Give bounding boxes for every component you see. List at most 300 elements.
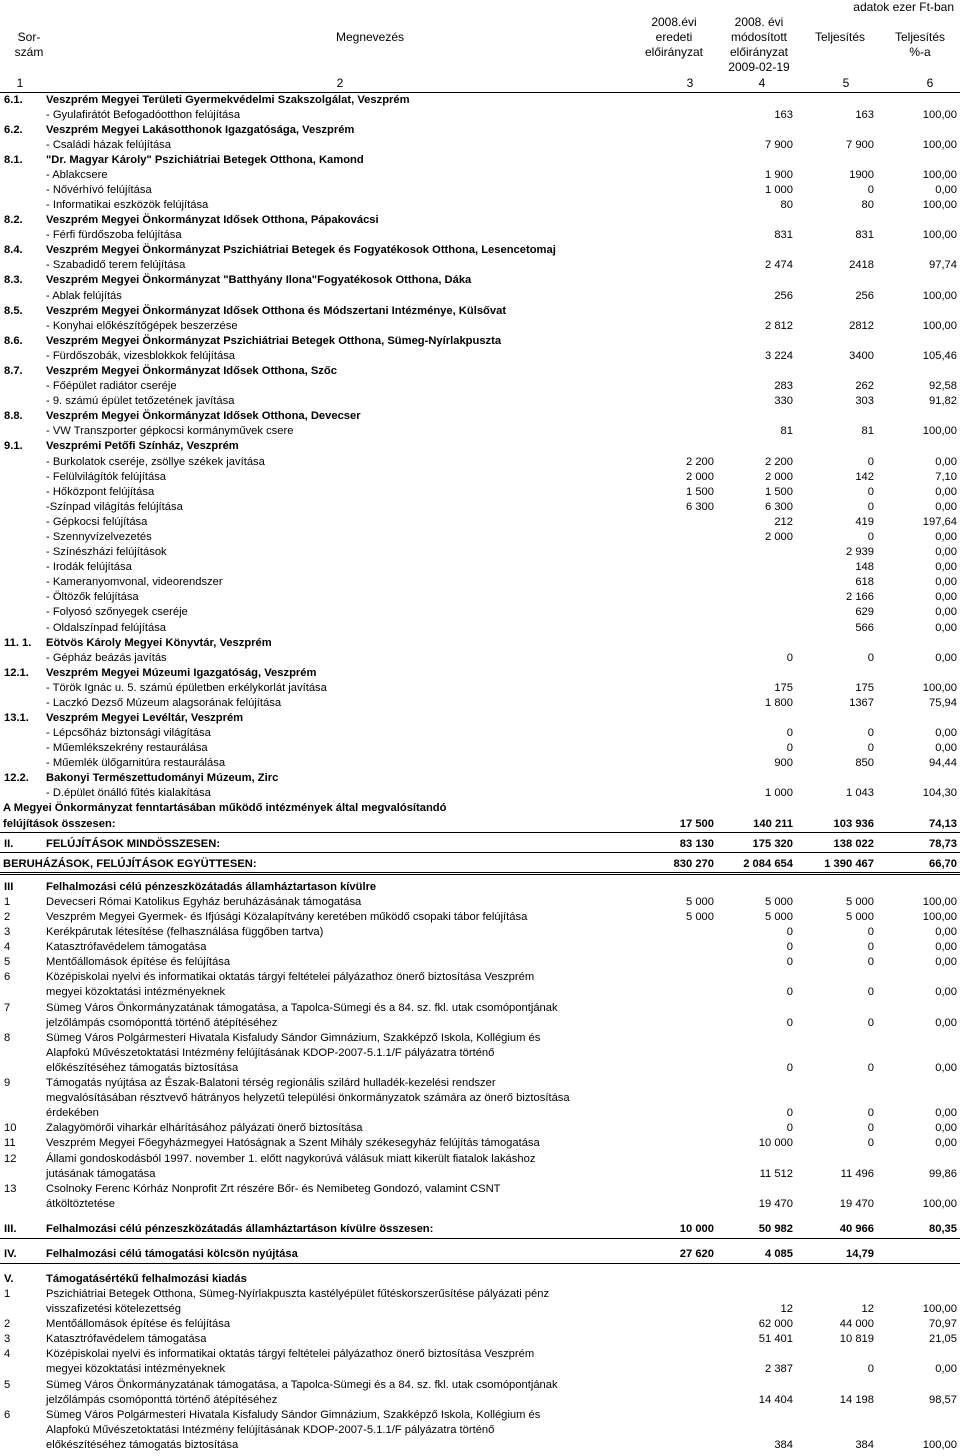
row-name: - Török Ignác u. 5. számú épületben erkélykorlát javítása (46, 682, 327, 694)
header-name-line: Megnevezés (335, 30, 405, 44)
row-code: IV. (4, 1248, 17, 1260)
column-number: 1 (16, 76, 24, 90)
row-name: jutásának támogatása (46, 1168, 156, 1180)
performance-pct-cell: 197,64 (922, 516, 957, 528)
performance-cell: 0 (867, 652, 874, 664)
table-row (0, 304, 960, 319)
column-number: 5 (842, 76, 850, 90)
row-code: 8.7. (4, 365, 23, 377)
modified-budget-cell: 1 000 (765, 184, 793, 196)
performance-cell: 0 (867, 941, 874, 953)
table-row (0, 1197, 960, 1212)
table-row (0, 153, 960, 168)
modified-budget-cell: 62 000 (758, 1318, 793, 1330)
performance-pct-cell: 104,30 (922, 787, 957, 799)
modified-budget-cell: 12 (780, 1303, 793, 1315)
row-name: Veszprém Megyei Önkormányzat Idősek Otthona, Szőc (46, 365, 337, 377)
performance-pct-cell: 100,00 (922, 139, 957, 151)
original-budget-cell: 2 000 (686, 471, 714, 483)
table-row (0, 394, 960, 409)
row-code: 5 (4, 1379, 11, 1391)
row-code: 9.1. (4, 440, 23, 452)
performance-cell: 11 496 (840, 1168, 874, 1180)
modified-budget-cell: 1 900 (765, 169, 793, 181)
modified-budget-cell: 2 387 (765, 1363, 793, 1375)
row-name: érdekében (46, 1107, 99, 1119)
performance-cell: 0 (867, 926, 874, 938)
row-name: Pszichiátriai Betegek Otthona, Sümeg-Nyírlakpuszta kastélyépület fűtéskorszerűsítése pályázati pénz (46, 1288, 550, 1300)
performance-pct-cell: 100,00 (922, 1303, 957, 1315)
performance-cell: 14 198 (839, 1394, 874, 1406)
performance-pct-cell: 100,00 (922, 911, 957, 923)
row-name: Katasztrófavédelem támogatása (46, 1333, 207, 1345)
table-row (0, 1347, 960, 1362)
row-code: 10 (4, 1122, 17, 1134)
row-name: Felhalmozási célú támogatási kölcsön nyújtása (46, 1248, 298, 1260)
performance-cell: 1367 (849, 697, 874, 709)
performance-pct-cell: 100,00 (922, 109, 957, 121)
performance-cell: 5 000 (846, 911, 874, 923)
performance-pct-cell: 21,05 (929, 1333, 957, 1345)
table-row (0, 1001, 960, 1016)
row-name: - Nővérhívó felújítása (46, 184, 152, 196)
table-row (0, 349, 960, 364)
modified-budget-cell: 900 (774, 757, 793, 769)
row-name: - Konyhai előkészítőgépek beszerzése (46, 320, 238, 332)
divider-line (0, 852, 960, 853)
modified-budget-cell: 1 500 (765, 486, 793, 498)
performance-pct-cell: 0,00 (935, 456, 957, 468)
row-code: 11 (4, 1137, 16, 1149)
table-row (0, 485, 960, 500)
table-row (0, 334, 960, 349)
performance-pct-cell: 0,00 (935, 742, 957, 754)
row-code: V. (4, 1273, 14, 1285)
row-name: megyei közoktatási intézményeknek (46, 986, 226, 998)
table-row (0, 1167, 960, 1182)
table-row (0, 1378, 960, 1393)
table-row (0, 123, 960, 138)
row-name: - Irodák felújítása (46, 561, 132, 573)
performance-cell: 0 (867, 184, 874, 196)
performance-cell: 850 (855, 757, 874, 769)
row-name: - D.épület önálló fűtés kialakítása (46, 787, 211, 799)
table-row (0, 1106, 960, 1121)
modified-budget-cell: 5 000 (765, 896, 793, 908)
header-orig-line: 2008.évi (651, 15, 697, 29)
modified-budget-cell: 283 (774, 380, 793, 392)
performance-cell: 40 966 (839, 1223, 874, 1235)
table-row (0, 1393, 960, 1408)
performance-cell: 163 (855, 109, 874, 121)
table-row (0, 726, 960, 741)
table-row (0, 243, 960, 258)
table-row (0, 1136, 960, 1151)
performance-pct-cell: 0,00 (935, 591, 957, 603)
row-code: 6.2. (4, 124, 23, 136)
performance-pct-cell: 70,97 (929, 1318, 957, 1330)
row-name: Veszprém Megyei Gyermek- és Ifjúsági Közalapítvány keretében működő csopaki tábor felújítása (46, 911, 528, 923)
row-name: - Családi házak felújítása (46, 139, 171, 151)
table-row (0, 741, 960, 756)
row-name: Felhalmozási célú pénzeszközátadás államháztartason kívülre (46, 881, 377, 893)
row-name: - Műemlék ülőgarnitúra restaurálása (46, 757, 226, 769)
performance-cell: 5 000 (846, 896, 874, 908)
performance-pct-cell: 100,00 (922, 199, 957, 211)
performance-pct-cell: 100,00 (922, 290, 957, 302)
row-code: III. (4, 1223, 17, 1235)
row-name: Sümeg Város Polgármesteri Hivatala Kisfaludy Sándor Gimnázium, Szakképző Iskola, Kollégium és (46, 1032, 541, 1044)
row-name: Sümeg Város Önkormányzatának támogatása, a Tapolca-Sümegi és a 84. sz. fkl. utak csomópontjának (46, 1002, 558, 1014)
performance-pct-cell: 80,35 (929, 1223, 957, 1235)
performance-cell: 618 (855, 576, 874, 588)
row-code: 6 (4, 971, 11, 983)
original-budget-cell: 2 200 (686, 456, 714, 468)
table-row (0, 955, 960, 970)
row-code: II. (4, 838, 14, 850)
divider-line (0, 832, 960, 833)
row-name: Alapfokú Művészetoktatási Intézmény felújításának KDOP-2007-5.1.1/F pályázatra történő (46, 1047, 495, 1059)
performance-cell: 0 (867, 1363, 874, 1375)
table-row (0, 1423, 960, 1438)
table-row (0, 666, 960, 681)
table-row (0, 786, 960, 801)
modified-budget-cell: 0 (786, 742, 793, 754)
performance-pct-cell: 92,58 (929, 380, 957, 392)
performance-pct-cell: 0,00 (935, 926, 957, 938)
performance-cell: 0 (867, 1107, 874, 1119)
table-row (0, 711, 960, 726)
header-mod-line: módosított (730, 30, 788, 44)
modified-budget-cell: 4 085 (765, 1248, 793, 1260)
table-row (0, 605, 960, 620)
table-row (0, 424, 960, 439)
unit-note: adatok ezer Ft-ban (853, 0, 954, 14)
performance-pct-cell: 100,00 (922, 320, 957, 332)
modified-budget-cell: 212 (774, 516, 793, 528)
table-row (0, 560, 960, 575)
performance-cell: 303 (855, 395, 874, 407)
table-row (0, 1046, 960, 1061)
modified-budget-cell: 2 084 654 (743, 858, 793, 870)
performance-cell: 0 (867, 727, 874, 739)
performance-cell: 0 (867, 531, 874, 543)
row-name: előkészítéséhez támogatás biztosítása (46, 1062, 239, 1074)
table-row (0, 515, 960, 530)
row-name: Veszprém Megyei Önkormányzat Idősek Otthona és Módszertani Intézménye, Külsővat (46, 305, 507, 317)
row-name: A Megyei Önkormányzat fenntartásában működő intézmények által megvalósítandó (3, 802, 447, 814)
table-row (0, 183, 960, 198)
table-row (0, 756, 960, 771)
row-name: - Hőközpont felújítása (46, 486, 155, 498)
table-row (0, 409, 960, 424)
row-name: - Laczkó Dezső Múzeum alagsorának felújítása (46, 697, 282, 709)
header-code-line: szám (14, 45, 44, 59)
row-name: FELÚJÍTÁSOK MINDÖSSZESEN: (46, 838, 221, 850)
modified-budget-cell: 10 000 (758, 1137, 793, 1149)
row-name: átköltöztetése (46, 1198, 116, 1210)
table-row (0, 590, 960, 605)
modified-budget-cell: 11 512 (759, 1168, 793, 1180)
performance-cell: 256 (855, 290, 874, 302)
performance-cell: 419 (855, 516, 874, 528)
row-name: jelzőlámpás csomóponttá történő átépítéséhez (46, 1394, 278, 1406)
performance-pct-cell: 100,00 (922, 896, 957, 908)
modified-budget-cell: 0 (786, 941, 793, 953)
original-budget-cell: 5 000 (686, 896, 714, 908)
row-name: - Fürdőszobák, vizesblokkok felújítása (46, 350, 236, 362)
table-row (0, 1362, 960, 1377)
performance-pct-cell: 0,00 (935, 561, 957, 573)
row-code: 3 (4, 926, 11, 938)
modified-budget-cell: 6 300 (765, 501, 793, 513)
row-name: Veszprém Megyei Főegyházmegyei Hatóságnak a Szent Mihály székesegyház felújítás támogatása (46, 1137, 540, 1149)
table-row (0, 168, 960, 183)
modified-budget-cell: 51 401 (758, 1333, 793, 1345)
row-name: - Oldalszínpad felújítása (46, 622, 167, 634)
original-budget-cell: 1 500 (686, 486, 714, 498)
row-code: III (4, 881, 14, 893)
table-row (0, 455, 960, 470)
performance-pct-cell: 0,00 (935, 727, 957, 739)
modified-budget-cell: 19 470 (758, 1198, 793, 1210)
table-row (0, 575, 960, 590)
row-name: - Ablak felújítás (46, 290, 122, 302)
table-row (0, 319, 960, 334)
row-code: 8.5. (4, 305, 23, 317)
table-row (0, 681, 960, 696)
row-name: - Gyulafirátót Befogadóotthon felújítása (46, 109, 241, 121)
header-performance-pct (882, 30, 958, 60)
performance-pct-cell: 0,00 (935, 1107, 957, 1119)
table-row (0, 1091, 960, 1106)
table-row (0, 1438, 960, 1453)
performance-pct-cell: 100,00 (922, 169, 957, 181)
performance-cell: 566 (855, 622, 874, 634)
modified-budget-cell: 1 800 (765, 697, 793, 709)
modified-budget-cell: 140 211 (753, 818, 793, 830)
table-row (0, 1408, 960, 1423)
performance-pct-cell: 0,00 (935, 956, 957, 968)
row-name: - Informatikai eszközök felújítása (46, 199, 209, 211)
performance-cell: 19 470 (839, 1198, 874, 1210)
modified-budget-cell: 175 (774, 682, 793, 694)
modified-budget-cell: 2 812 (765, 320, 793, 332)
row-name: Veszprémi Petőfi Színház, Veszprém (46, 440, 239, 452)
performance-cell: 44 000 (839, 1318, 874, 1330)
row-name: Veszprém Megyei Múzeumi Igazgatóság, Veszprém (46, 667, 317, 679)
table-row (0, 228, 960, 243)
row-name: Támogatásértékű felhalmozási kiadás (46, 1273, 247, 1285)
row-name: - Szabadidő terem felújítása (46, 259, 186, 271)
table-row (0, 940, 960, 955)
table-row (0, 837, 960, 852)
table-row (0, 970, 960, 985)
row-name: Veszprém Megyei Önkormányzat Pszichiátriai Betegek és Fogyatékosok Otthona, Lesencetomaj (46, 244, 556, 256)
header-name (250, 30, 490, 45)
row-name: megyei közoktatási intézményeknek (46, 1363, 226, 1375)
row-name: felújítások összesen: (3, 818, 116, 830)
modified-budget-cell: 2 474 (765, 259, 793, 271)
header-mod-line: előirányzat (729, 45, 789, 59)
row-name: visszafizetési kötelezettség (46, 1303, 181, 1315)
modified-budget-cell: 175 320 (752, 838, 793, 850)
row-code: 13.1. (4, 712, 29, 724)
performance-cell: 14,79 (846, 1248, 874, 1260)
performance-cell: 0 (867, 1122, 874, 1134)
performance-pct-cell: 0,00 (935, 1363, 957, 1375)
performance-cell: 0 (867, 742, 874, 754)
row-code: 8 (4, 1032, 11, 1044)
row-name: Veszprém Megyei Önkormányzat "Batthyány Ilona"Fogyatékosok Otthona, Dáka (46, 274, 472, 286)
table-row (0, 817, 960, 832)
performance-pct-cell: 0,00 (935, 576, 957, 588)
table-row (0, 1061, 960, 1076)
table-row (0, 1031, 960, 1046)
performance-pct-cell: 0,00 (935, 1137, 957, 1149)
performance-pct-cell: 100,00 (922, 229, 957, 241)
table-row (0, 1076, 960, 1091)
performance-pct-cell: 75,94 (929, 697, 957, 709)
performance-cell: 0 (867, 456, 874, 468)
table-row (0, 1332, 960, 1347)
row-code: 13 (4, 1183, 17, 1195)
row-name: - Folyosó szőnyegek cseréje (46, 606, 188, 618)
modified-budget-cell: 2 000 (765, 471, 793, 483)
performance-pct-cell: 66,70 (929, 858, 957, 870)
table-row (0, 364, 960, 379)
column-number: 4 (758, 76, 766, 90)
modified-budget-cell: 80 (780, 199, 793, 211)
table-row (0, 108, 960, 123)
table-row (0, 696, 960, 711)
row-name: - Felülvilágítók felújítása (46, 471, 167, 483)
performance-pct-cell: 0,00 (935, 622, 957, 634)
performance-cell: 142 (855, 471, 874, 483)
header-perf-line: Teljesítés (814, 30, 866, 44)
row-code: 8.3. (4, 274, 23, 286)
performance-cell: 81 (861, 425, 874, 437)
table-row (0, 985, 960, 1000)
performance-cell: 3400 (849, 350, 874, 362)
row-code: 9 (4, 1077, 11, 1089)
performance-cell: 1900 (849, 169, 874, 181)
performance-pct-cell: 0,00 (935, 606, 957, 618)
row-code: 2 (4, 1318, 11, 1330)
row-name: Zalagyömörői viharkár elhárításához pályázati önerő biztosítása (46, 1122, 363, 1134)
modified-budget-cell: 0 (786, 1107, 793, 1119)
performance-cell: 12 (861, 1303, 874, 1315)
modified-budget-cell: 2 200 (765, 456, 793, 468)
table-row (0, 1182, 960, 1197)
modified-budget-cell: 0 (786, 652, 793, 664)
row-name: Veszprém Megyei Lakásotthonok Igazgatósága, Veszprém (46, 124, 355, 136)
row-name: - Színészházi felújítások (46, 546, 167, 558)
row-name: - Lépcsőház biztonsági világítása (46, 727, 211, 739)
header-orig-line: előirányzat (644, 45, 704, 59)
row-name: Veszprém Megyei Önkormányzat Idősek Otthona, Pápakovácsi (46, 214, 379, 226)
row-name: - Műemlékszekrény restaurálása (46, 742, 208, 754)
performance-pct-cell: 99,86 (929, 1168, 957, 1180)
header-orig-line: eredeti (655, 30, 693, 44)
performance-cell: 1 043 (846, 787, 874, 799)
modified-budget-cell: 0 (786, 986, 793, 998)
header-modified-budget (716, 15, 802, 75)
row-name: - Szennyvízelvezetés (46, 531, 152, 543)
row-name: "Dr. Magyar Károly" Pszichiátriai Betegek Otthona, Kamond (46, 154, 364, 166)
row-code: 8.8. (4, 410, 23, 422)
row-code: 3 (4, 1333, 11, 1345)
modified-budget-cell: 7 900 (765, 139, 793, 151)
column-number: 3 (686, 76, 694, 90)
modified-budget-cell: 0 (786, 1122, 793, 1134)
table-row (0, 1222, 960, 1237)
table-row (0, 801, 960, 816)
performance-cell: 0 (867, 486, 874, 498)
table-row (0, 213, 960, 228)
header-code (0, 30, 58, 60)
modified-budget-cell: 384 (774, 1439, 793, 1451)
table-row (0, 1121, 960, 1136)
table-row (0, 910, 960, 925)
divider-line (0, 872, 960, 875)
table-row (0, 857, 960, 872)
row-code: 7 (4, 1002, 11, 1014)
row-name: -Színpad világítás felújítása (46, 501, 183, 513)
performance-pct-cell: 0,00 (935, 1062, 957, 1074)
divider-line (0, 1263, 960, 1264)
performance-pct-cell: 0,00 (935, 941, 957, 953)
performance-pct-cell: 105,46 (922, 350, 957, 362)
table-row (0, 500, 960, 515)
performance-pct-cell: 100,00 (922, 1439, 957, 1451)
performance-pct-cell: 91,82 (929, 395, 957, 407)
performance-cell: 1 390 467 (824, 858, 874, 870)
table-row (0, 651, 960, 666)
row-name: Középiskolai nyelvi és informatikai oktatás tárgyi feltételei pályázathoz önerő biztosítása Veszprém (46, 1348, 535, 1360)
performance-pct-cell: 0,00 (935, 1122, 957, 1134)
table-row (0, 273, 960, 288)
performance-cell: 0 (867, 956, 874, 968)
modified-budget-cell: 163 (774, 109, 793, 121)
performance-pct-cell: 0,00 (935, 531, 957, 543)
row-code: 4 (4, 941, 11, 953)
row-name: Támogatás nyújtása az Észak-Balatoni térség regionális szilárd hulladék-kezelési rendszer (46, 1077, 496, 1089)
original-budget-cell: 10 000 (679, 1223, 714, 1235)
original-budget-cell: 27 620 (679, 1248, 714, 1260)
performance-pct-cell: 74,13 (929, 818, 957, 830)
performance-cell: 7 900 (846, 139, 874, 151)
column-number: 2 (336, 76, 344, 90)
modified-budget-cell: 3 224 (765, 350, 793, 362)
table-row (0, 470, 960, 485)
table-row (0, 379, 960, 394)
performance-pct-cell: 100,00 (922, 1198, 957, 1210)
performance-pct-cell: 0,00 (935, 184, 957, 196)
header-mod-line: 2009-02-19 (728, 60, 790, 74)
row-code: 12.2. (4, 772, 29, 784)
performance-pct-cell: 78,73 (929, 838, 957, 850)
modified-budget-cell: 831 (774, 229, 793, 241)
header-pct-line: %-a (909, 45, 931, 59)
row-code: 4 (4, 1348, 11, 1360)
row-name: - Főépület radiátor cseréje (46, 380, 177, 392)
row-name: Alapfokú Művészetoktatási Intézmény felújításának KDOP-2007-5.1.1/F pályázatra történő (46, 1424, 495, 1436)
table-row (0, 1302, 960, 1317)
header-pct-line: Teljesítés (894, 30, 946, 44)
performance-pct-cell: 0,00 (935, 986, 957, 998)
modified-budget-cell: 0 (786, 926, 793, 938)
